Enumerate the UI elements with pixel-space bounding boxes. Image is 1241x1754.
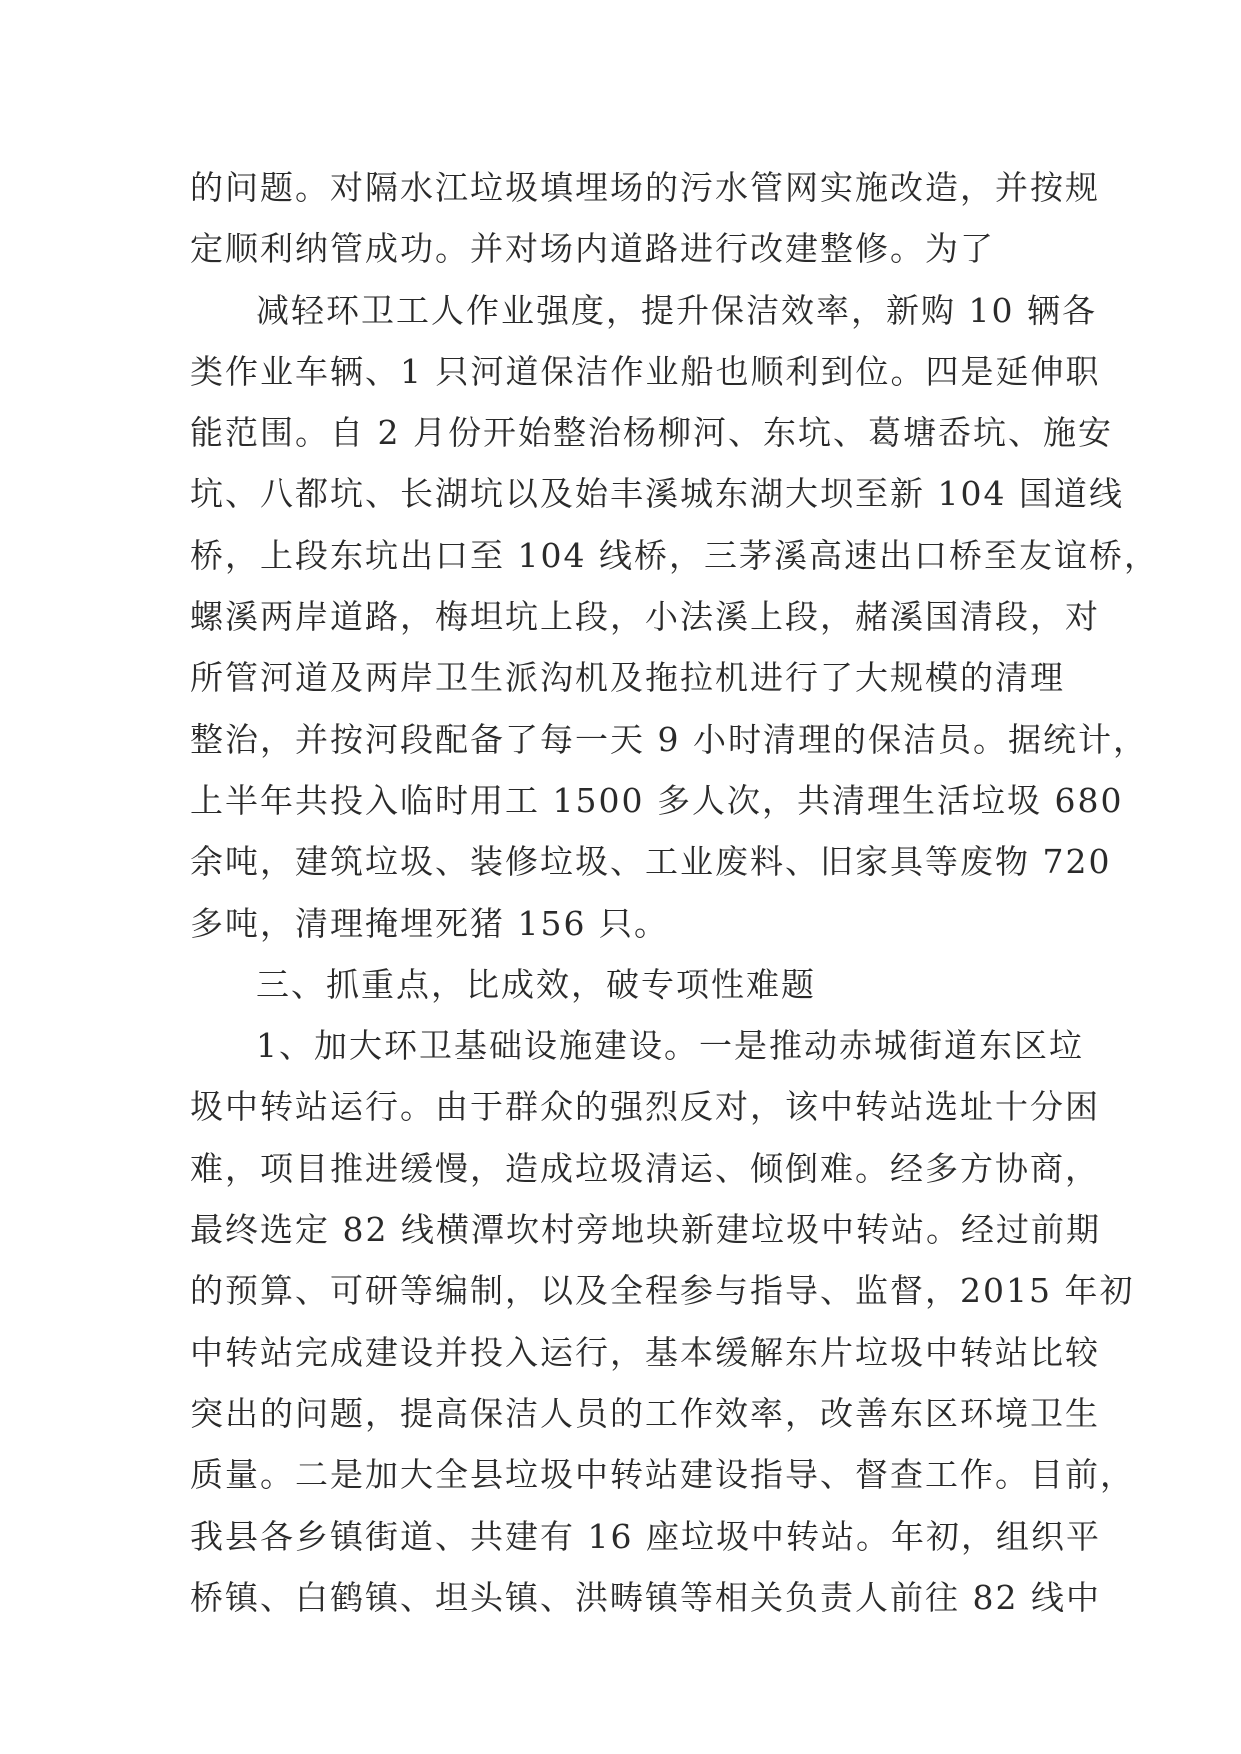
text-line: 圾中转站运行。由于群众的强烈反对，该中转站选址十分困: [190, 1087, 1100, 1127]
text-line: 余吨，建筑垃圾、装修垃圾、工业废料、旧家具等废物 720: [190, 842, 1112, 882]
text-line: 能范围。自 2 月份开始整治杨柳河、东坑、葛塘岙坑、施安: [190, 413, 1113, 453]
text-line: 最终选定 82 线横潭坎村旁地块新建垃圾中转站。经过前期: [190, 1210, 1101, 1250]
text-line: 难，项目推进缓慢，造成垃圾清运、倾倒难。经多方协商，: [190, 1148, 1100, 1188]
text-line: 坑、八都坑、长湖坑以及始丰溪城东湖大坝至新 104 国道线: [190, 474, 1124, 514]
text-line: 的问题。对隔水江垃圾填埋场的污水管网实施改造，并按规: [190, 168, 1100, 207]
text-line: 定顺利纳管成功。并对场内道路进行改建整修。为了: [190, 229, 995, 269]
body-text: [190, 157, 1159, 1628]
text-line: 桥，上段东坑出口至 104 线桥，三茅溪高速出口桥至友谊桥，: [190, 535, 1159, 575]
text-line: 所管河道及两岸卫生派沟机及拖拉机进行了大规模的清理: [190, 658, 1065, 698]
text-line: 螺溪两岸道路，梅坦坑上段，小法溪上段，赭溪国清段，对: [190, 597, 1100, 637]
text-line: 质量。二是加大全县垃圾中转站建设指导、督查工作。目前，: [190, 1455, 1135, 1495]
text-line: 上半年共投入临时用工 1500 多人次，共清理生活垃圾 680: [190, 780, 1124, 820]
section-heading: 三、抓重点，比成效，破专项性难题: [256, 964, 816, 1004]
text-line: 减轻环卫工人作业强度，提升保洁效率，新购 10 辆各: [256, 290, 1097, 330]
text-line: 多吨，清理掩埋死猪 156 只。: [190, 903, 669, 943]
text-line: 1、加大环卫基础设施建设。一是推动赤城街道东区垃: [256, 1026, 1084, 1066]
text-line: 的预算、可研等编制，以及全程参与指导、监督，2015 年初: [190, 1271, 1135, 1311]
text-line: 中转站完成建设并投入运行，基本缓解东片垃圾中转站比较: [190, 1332, 1100, 1372]
text-line: 整治，并按河段配备了每一天 9 小时清理的保洁员。据统计，: [190, 719, 1148, 759]
text-line: 桥镇、白鹤镇、坦头镇、洪畴镇等相关负责人前往 82 线中: [190, 1577, 1101, 1617]
text-line: 类作业车辆、1 只河道保洁作业船也顺利到位。四是延伸职: [190, 351, 1101, 391]
text-line: 我县各乡镇街道、共建有 16 座垃圾中转站。年初，组织平: [190, 1516, 1101, 1556]
text-line: 突出的问题，提高保洁人员的工作效率，改善东区环境卫生: [190, 1393, 1100, 1433]
